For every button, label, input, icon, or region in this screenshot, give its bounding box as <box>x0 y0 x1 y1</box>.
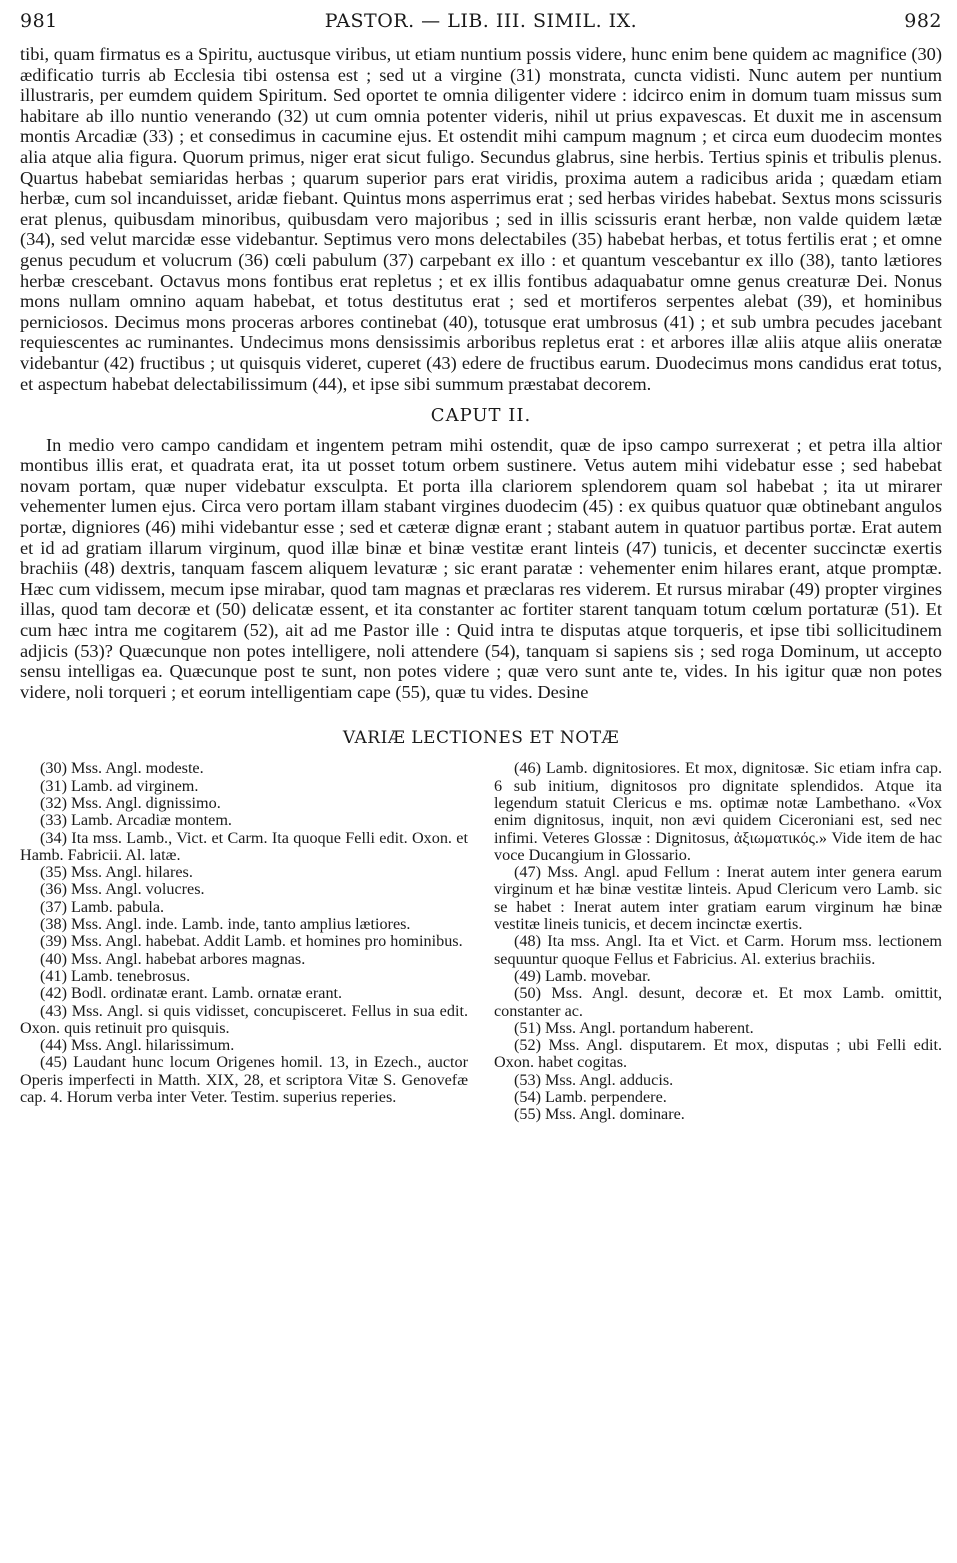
note-35: (35) Mss. Angl. hilares. <box>40 863 193 882</box>
note-43: (43) Mss. Angl. si quis vidisset, concupisceret. Fellus in sua edit. Oxon. quis retinuit pro quisquis. <box>20 1001 468 1037</box>
notes-left-column <box>20 760 468 1123</box>
notes-heading: VARIÆ LECTIONES ET NOTÆ <box>342 728 620 749</box>
paragraph-2: In medio vero campo candidam et ingentem petram mihi ostendit, quæ de ipso campo surrexerat ; et petra illa altior montibus illis erat, et quadrata erat, ita ut posset totum orbem sustinere. Vetus autem mihi videbatur esse ; sed habebat novam portam, quæ nuper videbatur exsculpta. Et porta illa clariorem splendorem quam sol habebat ; ita ut mirarer vehementer lumen ejus. Circa vero portam illam stabant virgines duodecim (45) : ex quibus quatuor quæ obtinebant angulos portæ, digniores (46) mihi videbantur esse ; sed et cæteræ dignæ erant ; stabant autem in quatuor partibus portæ. Erat autem et id ad gratiam illarum virginum, quod illæ binæ et binæ vestitæ erant linteis (47) tunicis, et decenter succinctæ exertis brachiis (48) dextris, tanquam fascem aliquem levaturæ ; sic erant paratæ : vehementer enim hilares erant, atque promptæ. Hæc cum vidissem, mecum ipse mirabar, quod tam magnas et præclaras res viderem. Et rursus mirabar (49) propter virgines illas, quod tam decoræ et (50) delicatæ essent, et ita constanter ac fortiter starent tanquam totum cœlum portaturæ (51). Et cum hæc intra me cogitarem (52), ait ad me Pastor ille : Quid intra te disputas atque torqueris, et ipse tibi sollicitudinem adjicis (53)? Quæcunque non potes intelligere, noli attendere (54), tanquam si sapiens sis ; sed roga Dominum, ut accepto sensu intelligas ea. Quæcunque post te sunt, non potes videre ; quæ vero sunt ante te, vides. In his igitur quæ non potes videre, noli torqueri ; et eorum intelligentiam cape (55), quæ tu vides. Desine <box>20 434 942 702</box>
note-46: (46) Lamb. dignitosiores. Et mox, dignitosæ. Sic etiam infra cap. 6 sub initium, dignitosos pro dignitate splendidos. Atque ita legendum statuit Clericus e ms. optimæ notæ Lambethano. «Vox enim dignitosus, inquit, non ævi quidem Ciceroniani est, sed nec infimi. Veteres Glossæ : Dignitosus, ἀξιωματικός.» Vide item de hac voce Ducangium in Glossario. <box>494 759 942 864</box>
page <box>20 10 942 1124</box>
note-34: (34) Ita mss. Lamb., Vict. et Carm. Ita quoque Felli edit. Oxon. et Hamb. Fabricii. Al. latæ. <box>20 828 468 864</box>
notes-right-column <box>494 760 942 1123</box>
note-49: (49) Lamb. movebar. <box>514 966 651 985</box>
note-45: (45) Laudant hunc locum Origenes homil. 13, in Ezech., auctor Operis imperfecti in Matth. XIX, 28, et scriptora Vitæ S. Genovefæ cap. 4. Horum verba inter Veter. Testim. superius reperies. <box>20 1053 468 1107</box>
note-31: (31) Lamb. ad virginem. <box>40 776 199 795</box>
page-number-left: 981 <box>20 10 58 32</box>
note-42: (42) Bodl. ordinatæ erant. Lamb. ornatæ erant. <box>40 984 343 1003</box>
note-54: (54) Lamb. perpendere. <box>514 1088 667 1107</box>
paragraph-1: tibi, quam firmatus es a Spiritu, auctusque viribus, ut etiam nuntium possis videre, hunc enim bene quidem ac magnifice (30) ædificatio turris ab Ecclesia tibi ostensa est ; sed ut a virgine (31) monstrata, cuncta vidisti. Nunc autem per nuntium illustraris, per eumdem quidem Spiritum. Sed oportet te omnia diligenter videre : idcirco enim in domum tuam missus sum habitare ab illo nuntio venerando (32) ut cum omnia potenter videris, nihil ut prius expavescas. Et duxit me in ascensum montis Arcadiæ (33) ; et consedimus in cacumine ejus. Et ostendit mihi campum magnum ; et circa eum duodecim montes alia atque alia figura. Quorum primus, niger erat sicut fuligo. Secundus glabrus, sine herbis. Tertius spinis et tribulis plenus. Quartus habebat semiaridas herbas ; quarum superior pars erat viridis, proxima autem a radicibus arida ; quædam etiam herbæ, cum sol incanduisset, aridæ fiebant. Quintus mons asperrimus erat ; sed herbas virides habebat. Sextus mons scissuris erat plenus, quibusdam minoribus, quibusdam vero majoribus ; sed in illis scissuris erant herbæ, non valde quidem lætæ (34), sed velut marcidæ esse videbantur. Septimus vero mons delectabiles (35) habebat herbas, et totus fertilis erat ; et omne genus pecudum et volucrum (36) cœli pabulum (37) carpebant ex illo : et quantum vescebantur ex illo (38), tanto lætiores herbæ crescebant. Octavus mons fontibus erat repletus ; et ex illis fontibus adaquabatur omne genus creaturæ Dei. Nonus mons nullam omnino aquam habebat, et totus destitutus erat ; sed et mortiferos serpentes alebat (39), et hominibus perniciosos. Decimus mons proceras arbores continebat (40), totusque erat umbrosus (41) ; et sub umbra pecudes jacebant requiescentes ac ruminantes. Undecimus mons densissimis arboribus repletus erat : et arbores illæ aliis atque aliis oneratæ videbantur (42) fructibus ; ut quisquis videret, cuperet (43) edere de fructibus earum. Duodecimus mons candidus erat totus, et aspectum habebat delectabilissimum (44), et ipse sibi summum præstabat decorem. <box>20 44 942 394</box>
note-48: (48) Ita mss. Angl. Ita et Vict. et Carm. Horum mss. lectionem sequuntur quoque Fellus et Fabricius. Al. exterius brachiis. <box>494 932 942 968</box>
main-text <box>20 44 942 702</box>
note-41: (41) Lamb. tenebrosus. <box>40 966 191 985</box>
note-36: (36) Mss. Angl. volucres. <box>40 880 205 899</box>
note-30: (30) Mss. Angl. modeste. <box>40 759 204 778</box>
page-number-right: 982 <box>904 10 942 32</box>
note-51: (51) Mss. Angl. portandum haberent. <box>514 1018 754 1037</box>
note-50: (50) Mss. Angl. desunt, decoræ et. Et mox Lamb. omittit, constanter ac. <box>494 984 942 1020</box>
note-47: (47) Mss. Angl. apud Fellum : Inerat autem inter genera earum virginum et hæ binæ vestitæ linteis. Apud Clericum vero Lamb. sic se habet : Inerat autem inter gratiam earum virginum hæ binæ vestitæ lineis tunicis, et decem incinctæ exertis. <box>494 863 942 934</box>
note-38: (38) Mss. Angl. inde. Lamb. inde, tanto amplius lætiores. <box>40 915 411 934</box>
note-39: (39) Mss. Angl. habebat. Addit Lamb. et homines pro hominibus. <box>40 932 463 951</box>
note-40: (40) Mss. Angl. habebat arbores magnas. <box>40 949 306 968</box>
note-37: (37) Lamb. pabula. <box>40 897 165 916</box>
running-title: PASTOR. — LIB. III. SIMIL. IX. <box>324 10 638 32</box>
note-53: (53) Mss. Angl. adducis. <box>514 1070 674 1089</box>
note-55: (55) Mss. Angl. dominare. <box>514 1105 685 1124</box>
note-33: (33) Lamb. Arcadiæ montem. <box>40 811 232 830</box>
note-52: (52) Mss. Angl. disputarem. Et mox, disputas ; ubi Felli edit. Oxon. habet cogitas. <box>494 1036 942 1072</box>
notes-section <box>20 760 942 1123</box>
note-44: (44) Mss. Angl. hilarissimum. <box>40 1036 235 1055</box>
chapter-heading: CAPUT II. <box>430 405 532 427</box>
running-header <box>20 10 942 42</box>
note-32: (32) Mss. Angl. dignissimo. <box>40 794 221 812</box>
